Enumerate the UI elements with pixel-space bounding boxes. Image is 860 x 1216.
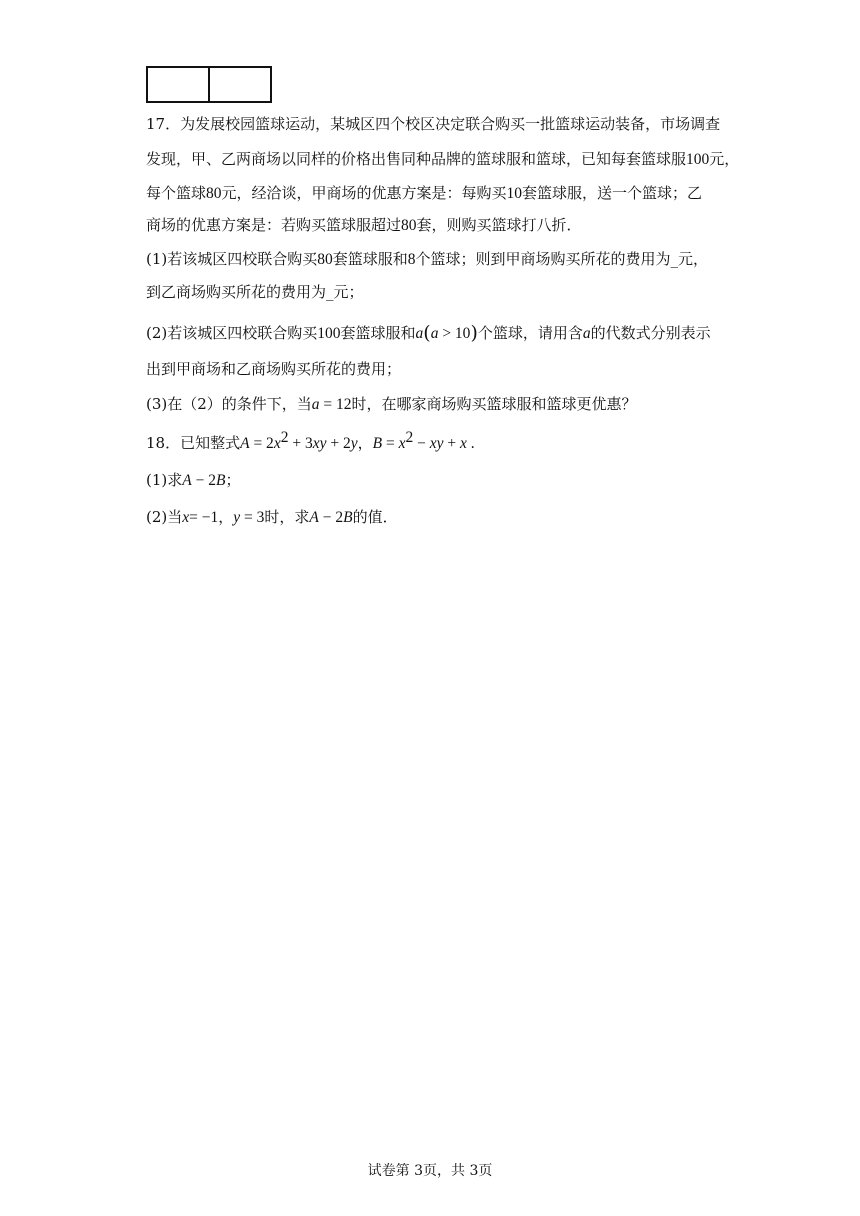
q17-number: 100 bbox=[317, 325, 341, 342]
math-expression: = bbox=[382, 435, 399, 452]
q17-part2-line1 bbox=[146, 322, 711, 344]
q17-text: 出到甲商场和乙商场购买所花的费用； bbox=[146, 360, 402, 378]
q17-number: 80 bbox=[206, 185, 222, 202]
q17-text: 个篮球；则到甲商场购买所花的费用为_元， bbox=[415, 250, 709, 268]
math-variable: A bbox=[182, 472, 192, 489]
q17-number: 10 bbox=[506, 185, 523, 202]
math-variable: x bbox=[460, 435, 467, 452]
q18-text: 18．已知整式 bbox=[146, 434, 241, 452]
math-variable: x bbox=[182, 509, 190, 526]
math-expression: = 2 bbox=[249, 435, 274, 452]
q17-text: (2)若该城区四校联合购买 bbox=[146, 324, 318, 342]
math-paren-open: ( bbox=[423, 322, 431, 344]
math-paren-close: ) bbox=[470, 322, 478, 344]
math-variable: A bbox=[240, 435, 250, 452]
math-expression: . bbox=[466, 435, 475, 452]
math-expression: − 2 bbox=[191, 472, 216, 489]
math-variable: xy bbox=[429, 435, 444, 452]
q18-line1 bbox=[146, 429, 475, 454]
q18-text: 的值． bbox=[352, 508, 398, 526]
page-footer: 试卷第 3页，共 3页 bbox=[367, 1163, 493, 1179]
math-expression: − bbox=[413, 435, 430, 452]
math-expression: + 2 bbox=[326, 435, 351, 452]
q17-text: 套篮球服和 bbox=[340, 324, 416, 342]
math-variable: B bbox=[343, 509, 353, 526]
math-expression: + 3 bbox=[288, 435, 313, 452]
q17-number: 80 bbox=[317, 251, 333, 268]
q18-text: (1)求 bbox=[146, 471, 183, 489]
q17-text: 每个篮球 bbox=[146, 184, 207, 202]
q17-text: 发现，甲、乙两商场以同样的价格出售同种品牌的篮球服和篮球，已知每套篮球服 bbox=[146, 150, 687, 168]
math-variable: a bbox=[430, 325, 439, 342]
answer-cell bbox=[208, 68, 270, 101]
q18-part2 bbox=[146, 507, 398, 528]
answer-box-table bbox=[146, 66, 272, 103]
q17-text: 套，则购买篮球打八折． bbox=[416, 216, 582, 234]
q17-number: 8 bbox=[407, 251, 416, 268]
q17-text: 套篮球服和 bbox=[332, 250, 408, 268]
math-variable: a bbox=[311, 396, 320, 413]
q18-text: ； bbox=[225, 471, 241, 489]
math-expression: − 2 bbox=[318, 509, 344, 526]
math-exponent: 2 bbox=[405, 429, 414, 446]
math-expression: = 3 bbox=[240, 509, 265, 526]
q17-text: 元， bbox=[709, 150, 740, 168]
q17-part1-line1 bbox=[146, 249, 708, 270]
q17-text: 元，经洽谈，甲商场的优惠方案是：每购买 bbox=[221, 184, 507, 202]
q17-part2-line2 bbox=[146, 359, 401, 379]
math-expression: = −1 bbox=[189, 509, 219, 526]
math-variable: B bbox=[372, 435, 383, 452]
math-variable: x bbox=[273, 435, 281, 452]
q17-line1 bbox=[146, 114, 720, 134]
q17-line2 bbox=[146, 149, 739, 170]
q17-text: 17．为发展校园篮球运动，某城区四个校区决定联合购买一批篮球运动装备，市场调查 bbox=[146, 115, 721, 133]
q17-part3 bbox=[146, 394, 637, 415]
answer-cell bbox=[148, 68, 208, 101]
q17-text: 套篮球服，送一个篮球；乙 bbox=[522, 184, 703, 202]
q17-text: (3)在（2）的条件下，当 bbox=[146, 395, 312, 413]
q18-text: ， bbox=[357, 434, 373, 452]
math-variable: A bbox=[309, 509, 319, 526]
math-expression: + bbox=[443, 435, 460, 452]
q17-part1-line2 bbox=[146, 282, 364, 302]
q17-line3 bbox=[146, 183, 702, 204]
q17-text: 个篮球，请用含 bbox=[477, 324, 583, 342]
math-variable: xy bbox=[312, 435, 327, 452]
math-variable: B bbox=[215, 472, 226, 489]
q17-text: 的代数式分别表示 bbox=[590, 324, 711, 342]
q18-text: ， bbox=[218, 508, 234, 526]
q18-text: 时，求 bbox=[264, 508, 310, 526]
math-exponent: 2 bbox=[280, 429, 289, 446]
q17-text: 商场的优惠方案是：若购买篮球服超过 bbox=[146, 216, 402, 234]
math-variable: y bbox=[233, 509, 241, 526]
q18-text: (2)当 bbox=[146, 508, 183, 526]
q17-text: 到乙商场购买所花的费用为_元； bbox=[146, 283, 364, 301]
math-variable: x bbox=[398, 435, 406, 452]
math-variable: y bbox=[350, 435, 358, 452]
q18-part1 bbox=[146, 470, 240, 491]
q17-text: 时，在哪家商场购买篮球服和篮球更优惠？ bbox=[351, 395, 637, 413]
q17-number: 80 bbox=[401, 217, 417, 234]
math-condition: > 10 bbox=[438, 325, 471, 342]
q17-line4 bbox=[146, 215, 582, 236]
q17-number: 100 bbox=[686, 151, 710, 168]
math-variable: a bbox=[415, 325, 424, 342]
q17-text: (1)若该城区四校联合购买 bbox=[146, 250, 318, 268]
math-variable: a bbox=[582, 325, 591, 342]
math-expression: = 12 bbox=[319, 396, 352, 413]
